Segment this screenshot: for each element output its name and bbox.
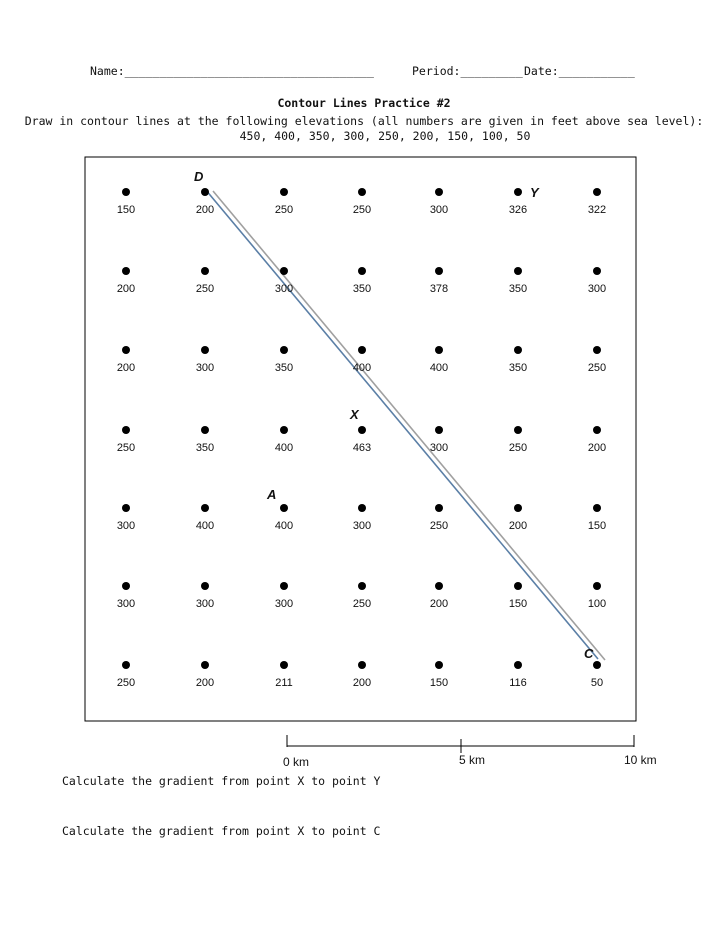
elevation-dot [201,267,209,275]
elevation-dot [514,661,522,669]
elevation-dot [593,346,601,354]
elevation-dot [593,504,601,512]
elevation-dot [280,346,288,354]
elevation-dot [358,346,366,354]
elevation-dot [358,426,366,434]
elevation-value: 116 [509,677,527,689]
elevation-value: 350 [352,283,372,295]
elevation-dot [593,426,601,434]
elevation-value: 100 [587,598,607,610]
elevation-value: 150 [116,204,136,216]
elevation-dot [435,661,443,669]
scale-label-5: 5 km [459,753,486,767]
question-x-to-c: Calculate the gradient from point X to point C [62,824,381,838]
elevation-dot [201,426,209,434]
elevation-dot [435,188,443,196]
elevation-value: 300 [352,520,372,532]
elevation-value: 200 [195,204,215,216]
elevation-value: 400 [429,362,449,374]
elevation-value: 250 [508,442,528,454]
elevation-dot [280,582,288,590]
elevation-value: 211 [275,677,293,689]
elevation-dot [280,188,288,196]
elevation-dot [514,188,522,196]
elevation-grid [117,188,606,689]
elevation-value: 250 [274,204,294,216]
elevation-dot [593,661,601,669]
elevation-dot [435,346,443,354]
elevation-value: 250 [429,520,449,532]
elevation-value: 250 [116,677,136,689]
elevation-value: 300 [116,598,136,610]
elevation-dot [358,661,366,669]
elevation-value: 200 [587,442,607,454]
point-label-d: D [194,169,204,184]
elevation-value: 300 [274,283,294,295]
elevation-value: 326 [508,204,528,216]
elevation-value: 350 [274,362,294,374]
elevation-dot [514,346,522,354]
elevation-value: 150 [508,598,528,610]
elevation-value: 463 [352,442,372,454]
elevation-value: 50 [590,677,604,689]
elevation-value: 350 [508,362,528,374]
name-field[interactable]: Name:____________________________________ [90,64,374,78]
elevation-dot [435,267,443,275]
elevation-value: 300 [429,442,449,454]
elevation-value: 200 [508,520,528,532]
elevation-value: 400 [274,520,294,532]
elevation-dot [358,504,366,512]
elevation-value: 350 [195,442,215,454]
elevation-dot [358,582,366,590]
elevation-dot [514,582,522,590]
elevation-dot [593,267,601,275]
elevation-value: 300 [274,598,294,610]
elevation-dot [122,582,130,590]
elevation-dot [514,504,522,512]
scale-label-10: 10 km [624,753,657,767]
elevation-dot [122,504,130,512]
elevation-dot [435,582,443,590]
elevation-value: 300 [116,520,136,532]
point-label-y: Y [530,185,539,200]
elevation-value: 300 [429,204,449,216]
elevation-value: 250 [352,204,372,216]
elevation-dot [201,504,209,512]
instructions: Draw in contour lines at the following elevations (all numbers are given in feet above sea level): [24,114,704,128]
elevation-dot [435,426,443,434]
elevation-dot [358,188,366,196]
elevation-dot [593,582,601,590]
elevation-value: 322 [587,204,607,216]
elevation-value: 150 [429,677,449,689]
elevation-dot [514,267,522,275]
blue-line [205,189,598,659]
elevation-value: 350 [508,283,528,295]
scale-bar [283,735,657,769]
gray-line [213,191,605,660]
elevation-dot [201,346,209,354]
point-label-a: A [267,487,277,502]
elevation-dot [201,188,209,196]
elevation-value: 200 [352,677,372,689]
elevation-value: 200 [116,362,136,374]
scale-label-0: 0 km [283,755,310,769]
elevation-dot [435,504,443,512]
elevation-value: 300 [587,283,607,295]
elevation-dot [201,661,209,669]
point-label-c: C [584,646,594,661]
elevation-value: 250 [195,283,215,295]
elevation-value: 400 [352,362,372,374]
worksheet-title: Contour Lines Practice #2 [277,96,451,110]
elevation-dot [122,346,130,354]
elevation-dot [201,582,209,590]
elevation-value: 250 [352,598,372,610]
elevation-dot [280,504,288,512]
elevation-dot [280,661,288,669]
elevation-dot [280,267,288,275]
period-field[interactable]: Period:_________ [412,64,523,78]
elevation-value: 150 [587,520,607,532]
point-label-x: X [350,407,359,422]
question-x-to-y: Calculate the gradient from point X to point Y [62,774,381,788]
elevations-list: 450, 400, 350, 300, 250, 200, 150, 100, 50 [239,129,531,143]
elevation-value: 200 [116,283,136,295]
elevation-value: 300 [195,362,215,374]
elevation-dot [280,426,288,434]
elevation-dot [514,426,522,434]
date-field[interactable]: Date:___________ [524,64,635,78]
elevation-value: 400 [274,442,294,454]
elevation-value: 200 [429,598,449,610]
elevation-value: 400 [195,520,215,532]
elevation-value: 300 [195,598,215,610]
elevation-dot [122,188,130,196]
elevation-value: 250 [587,362,607,374]
elevation-value: 200 [195,677,215,689]
map-border [85,157,636,721]
elevation-dot [122,661,130,669]
elevation-value: 250 [116,442,136,454]
elevation-dot [358,267,366,275]
elevation-dot [593,188,601,196]
elevation-value: 378 [429,283,449,295]
elevation-dot [122,426,130,434]
elevation-dot [122,267,130,275]
